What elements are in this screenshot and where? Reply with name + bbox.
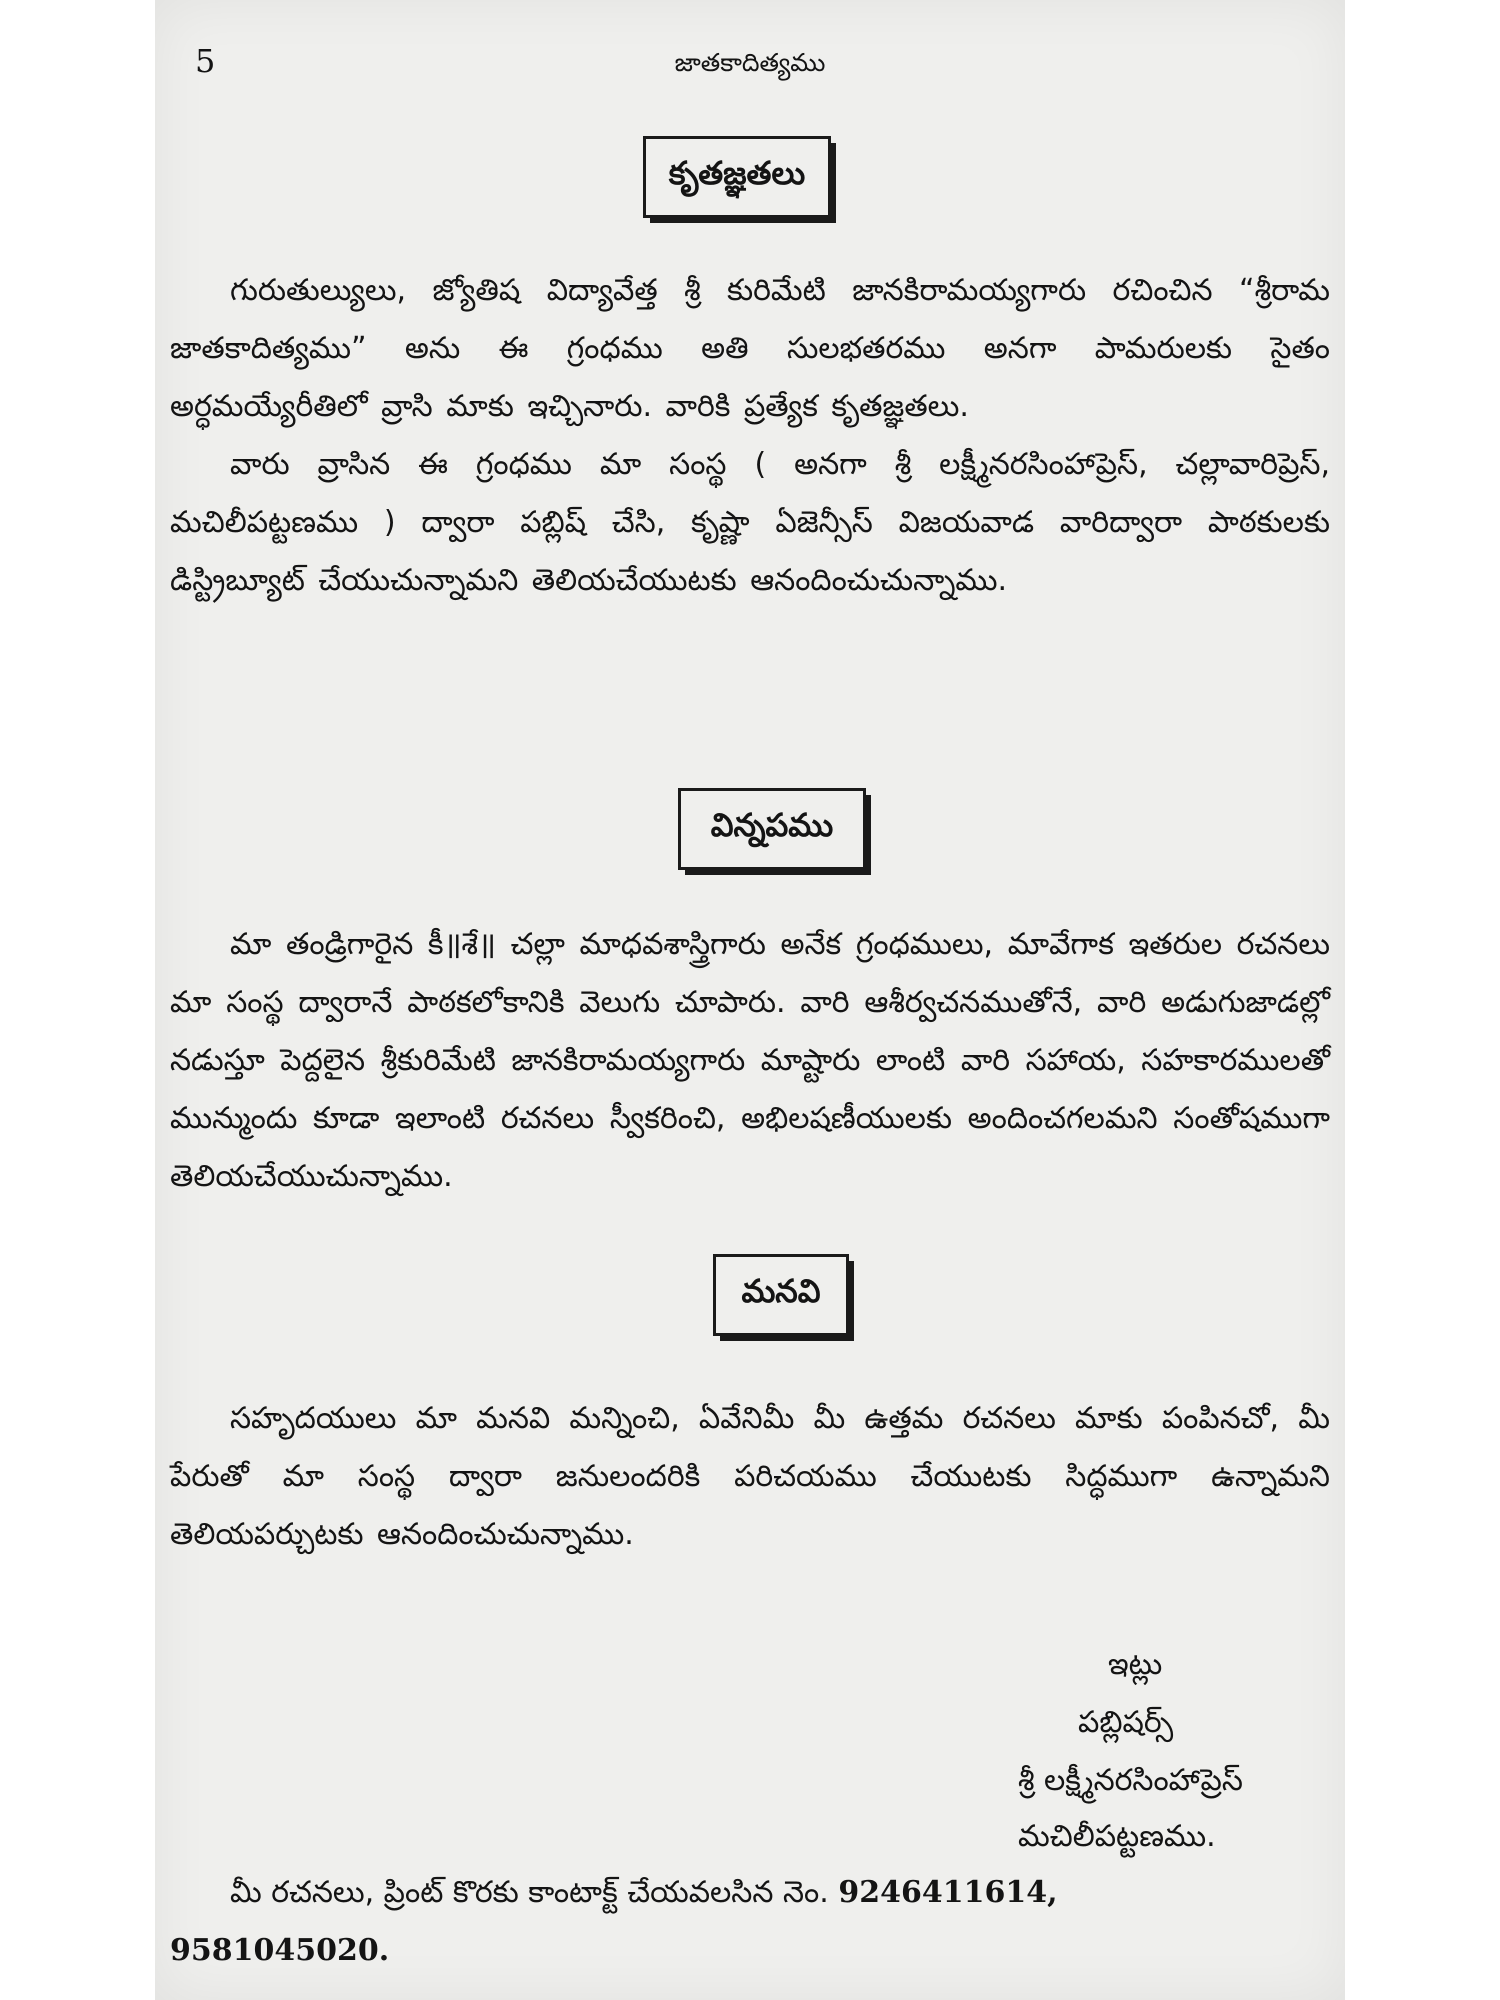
section-title-gratitude: [643, 136, 831, 218]
section-title-gratitude-text: కృతజ్ఞతలు: [668, 154, 806, 192]
signature-place: మచిలీపట్టణము.: [1018, 1819, 1216, 1854]
appeal-paragraph: సహృదయులు మా మనవి మన్నించి, ఏవేనిమీ మీ ఉత్తమ రచనలు మాకు పంపినచో, మీ పేరుతో మా సంస్థ ద్వారా జనులందరికి పరిచయము చేయుటకు సిద్ధముగా ఉన్నామని తెలియపర్చుటకు ఆనందించుచున్నాము.: [170, 1401, 1330, 1552]
contact-phone-2: 9581045020.: [170, 1933, 390, 1968]
request-paragraph: మా తండ్రిగారైన కీ॥శే॥ చల్లా మాధవశాస్త్రిగారు అనేక గ్రంధములు, మావేగాక ఇతరుల రచనలు మా సంస్థ ద్వారానే పాఠకలోకానికి వెలుగు చూపారు. వారి ఆశీర్వచనముతోనే, వారి అడుగుజాడల్లో నడుస్తూ పెద్దలైన శ్రీకురిమేటి జానకిరామయ్యగారు మాష్టారు లాంటి వారి సహాయ, సహకారములతో మున్ముందు కూడా ఇలాంటి రచనలు స్వీకరించి, అభిలషణీయులకు అందించగలమని సంతోషముగా తెలియచేయుచున్నాము.: [170, 927, 1330, 1194]
gratitude-paragraph-2: వారు వ్రాసిన ఈ గ్రంధము మా సంస్థ ( అనగా శ్రీ లక్ష్మీనరసింహాప్రెస్, చల్లావారిప్రెస్, మచిలీపట్టణము ) ద్వారా పబ్లిష్ చేసి, కృష్ణా ఏజెన్సీస్ విజయవాడ వారిద్వారా పాఠకులకు డిస్ట్రిబ్యూట్ చేయుచున్నామని తెలియచేయుటకు ఆనందించుచున్నాము.: [170, 447, 1330, 598]
contact-line: [170, 1864, 1330, 1980]
running-title: జాతకాదిత్యము: [674, 48, 826, 77]
section-title-appeal: [713, 1254, 849, 1336]
signature-press-name: శ్రీ లక్ష్మీనరసింహాప్రెస్: [1018, 1763, 1243, 1798]
contact-text: మీ రచనలు, ప్రింట్ కొరకు కాంటాక్ట్ చేయవలసిన నెం.: [230, 1875, 829, 1910]
section-title-appeal-text: మనవి: [741, 1272, 821, 1310]
contact-phone-1: 9246411614,: [838, 1875, 1058, 1910]
gratitude-paragraph-1: గురుతుల్యులు, జ్యోతిష విద్యావేత్త శ్రీ కురిమేటి జానకిరామయ్యగారు రచించిన “శ్రీరామ జాతకాదిత్యము” అను ఈ గ్రంధము అతి సులభతరము అనగా పామరులకు సైతం అర్ధమయ్యేరీతిలో వ్రాసి మాకు ఇచ్చినారు. వారికి ప్రత్యేక కృతజ్ఞతలు.: [170, 273, 1330, 424]
section-title-request: [678, 788, 866, 870]
signature-publishers: పబ్లిషర్స్: [1078, 1705, 1174, 1740]
section-title-request-text: విన్నపము: [710, 806, 834, 844]
signature-closing: ఇట్లు: [1108, 1647, 1163, 1682]
page-number: 5: [195, 42, 216, 80]
